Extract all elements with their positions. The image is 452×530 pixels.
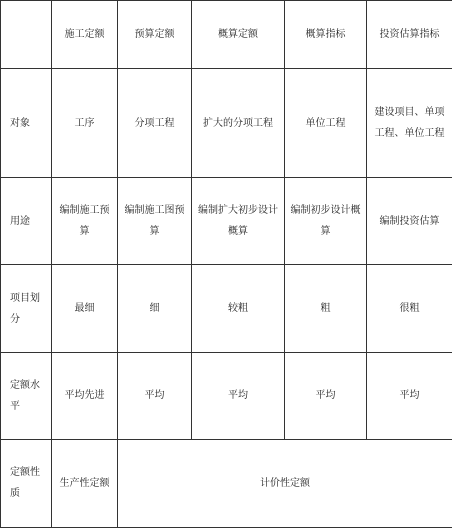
header-cell-estimate-quota: 概算定额 xyxy=(192,1,285,69)
header-corner-cell xyxy=(1,1,52,69)
table-cell: 单位工程 xyxy=(285,69,367,178)
table-cell: 编制扩大初步设计概算 xyxy=(192,178,285,265)
table-cell: 扩大的分项工程 xyxy=(192,69,285,178)
table-cell: 粗 xyxy=(285,265,367,352)
header-row xyxy=(1,1,452,69)
table-cell: 平均先进 xyxy=(52,352,118,439)
header-cell-investment-index: 投资估算指标 xyxy=(367,1,452,69)
table-cell: 建设项目、单项工程、单位工程 xyxy=(367,69,452,178)
header-cell-budget-quota: 预算定额 xyxy=(118,1,192,69)
table-row-nature xyxy=(1,439,452,527)
table-row-division xyxy=(1,265,452,352)
table-cell: 生产性定额 xyxy=(52,439,118,527)
table-cell: 分项工程 xyxy=(118,69,192,178)
row-label: 定额性质 xyxy=(1,439,52,527)
table-cell-merged: 计价性定额 xyxy=(118,439,452,527)
table-cell: 编制施工图预算 xyxy=(118,178,192,265)
row-label: 用途 xyxy=(1,178,52,265)
table-cell: 较粗 xyxy=(192,265,285,352)
table-cell: 工序 xyxy=(52,69,118,178)
table-cell: 平均 xyxy=(192,352,285,439)
header-cell-construction-quota: 施工定额 xyxy=(52,1,118,69)
table-cell: 编制施工预算 xyxy=(52,178,118,265)
table-row-usage xyxy=(1,178,452,265)
table-cell: 平均 xyxy=(285,352,367,439)
table-cell: 最细 xyxy=(52,265,118,352)
table-cell: 编制投资估算 xyxy=(367,178,452,265)
row-label: 定额水平 xyxy=(1,352,52,439)
row-label: 对象 xyxy=(1,69,52,178)
table-cell: 平均 xyxy=(118,352,192,439)
header-cell-estimate-index: 概算指标 xyxy=(285,1,367,69)
table-cell: 平均 xyxy=(367,352,452,439)
table-row-level xyxy=(1,352,452,439)
table-cell: 编制初步设计概算 xyxy=(285,178,367,265)
table-row-object xyxy=(1,69,452,178)
table-cell: 细 xyxy=(118,265,192,352)
table-cell: 很粗 xyxy=(367,265,452,352)
row-label: 项目划分 xyxy=(1,265,52,352)
